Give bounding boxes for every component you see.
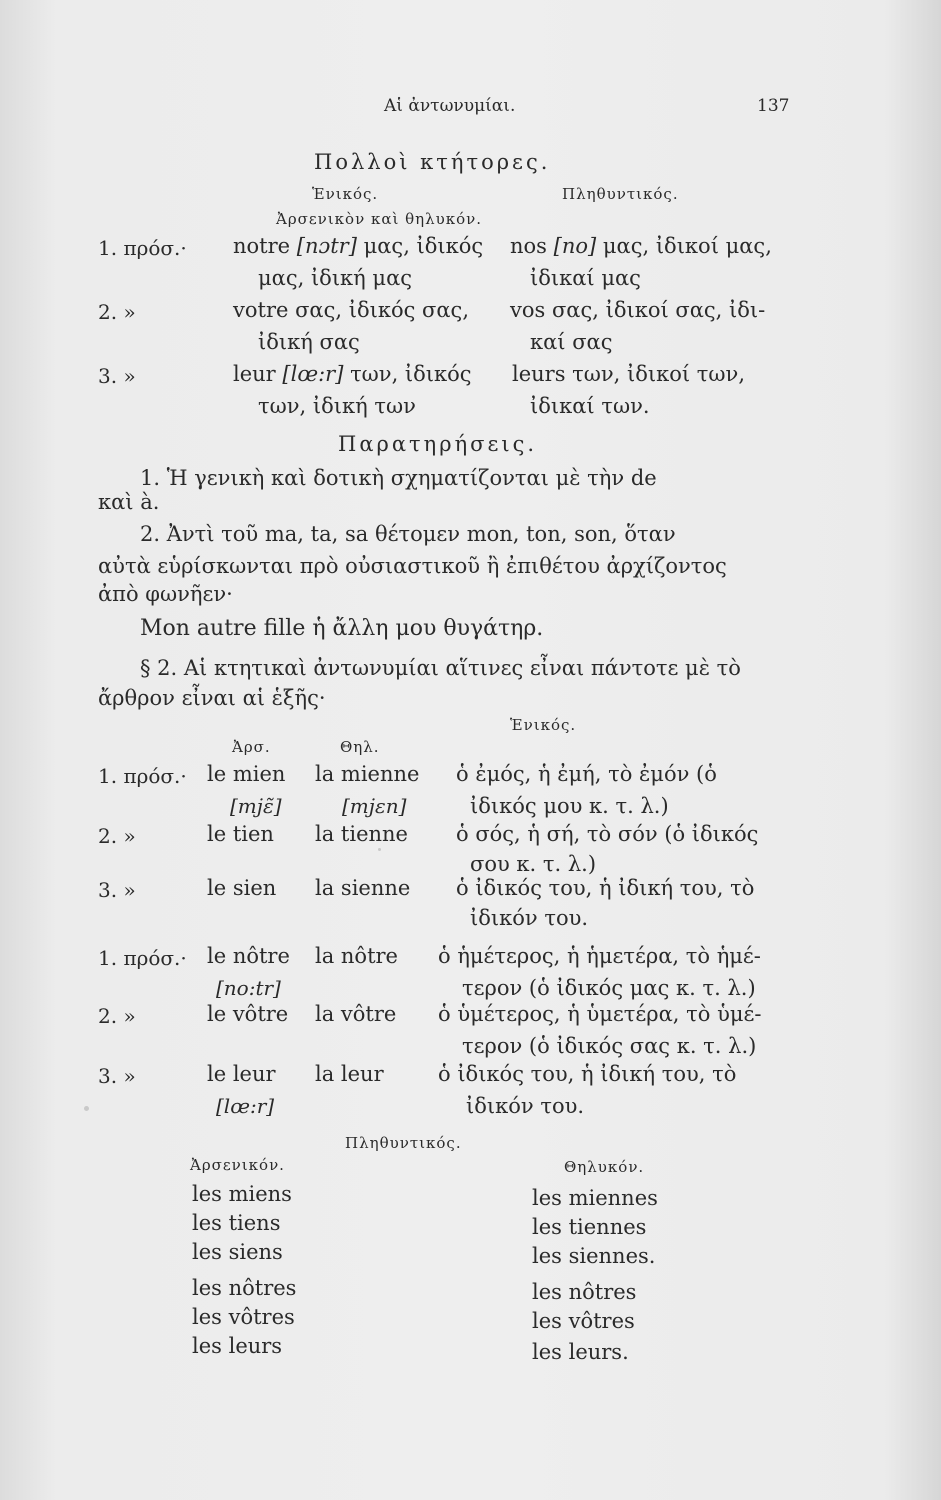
s2-row4-greek: ὁ ἡμέτερος, ἡ ἡμετέρα, τὸ ἡμέ- <box>438 944 761 968</box>
section2-fem-label: Θηλ. <box>340 738 380 756</box>
s2-row1-greek-cont: ἰδικός μου κ. τ. λ.) <box>470 794 669 818</box>
observation-1-line2: καὶ à. <box>98 490 160 514</box>
plural-title: Πληθυντικός. <box>345 1134 462 1152</box>
s1-row1-singular: notre [nɔtr] μας, ἰδικός <box>233 234 484 258</box>
s2-row3-greek: ὁ ἰδικός του, ἡ ἰδική του, τὸ <box>456 876 755 900</box>
s2-row4-fem: la nôtre <box>315 944 398 968</box>
plural-fem-3: les siennes. <box>532 1244 656 1268</box>
s2-row1-fem-pron: [mjɛn] <box>342 794 407 818</box>
plural-masc-5: les vôtres <box>192 1305 295 1329</box>
s2-row2-greek-cont: σου κ. τ. λ.) <box>470 852 597 876</box>
s1-row3-num: 3. » <box>98 364 136 388</box>
page-number: 137 <box>757 96 790 116</box>
section1-gender-note: Ἀρσενικὸν καὶ θηλυκόν. <box>276 210 483 228</box>
s2-row2-masc: le tien <box>207 822 274 846</box>
s2-row6-greek: ὁ ἰδικός του, ἡ ἰδική του, τὸ <box>438 1062 737 1086</box>
s2-row5-greek: ὁ ὑμέτερος, ἡ ὑμετέρα, τὸ ὑμέ- <box>438 1002 762 1026</box>
running-header-title: Αἱ ἀντωνυμίαι. <box>384 96 516 116</box>
s2-row6-masc-pron: [lœ:r] <box>216 1094 275 1118</box>
s2-row6-fem: la leur <box>315 1062 384 1086</box>
plural-fem-4: les nôtres <box>532 1280 637 1304</box>
s1-row3-plural-cont: ἰδικαί των. <box>530 394 650 418</box>
s1-row2-singular-cont: ἰδική σας <box>258 330 360 354</box>
s2-row4-greek-cont: τερον (ὁ ἰδικός μας κ. τ. λ.) <box>462 976 756 1000</box>
observations-title: Παρατηρήσεις. <box>338 432 538 456</box>
section2-line1: § 2. Αἱ κτητικαὶ ἀντωνυμίαι αἵτινες εἶναι πάντοτε μὲ τὸ <box>140 656 741 680</box>
plural-masc-3: les siens <box>192 1240 283 1264</box>
s2-row1-greek: ὁ ἐμός, ἡ ἐμή, τὸ ἐμόν (ὁ <box>456 762 717 786</box>
observation-example: Mon autre fille ἡ ἄλλη μου θυγάτηρ. <box>140 616 544 641</box>
s2-row3-fem: la sienne <box>315 876 411 900</box>
section2-singular-title: Ἑνικός. <box>510 716 577 734</box>
plural-masc-6: les leurs <box>192 1334 283 1358</box>
s1-row3-plural: leurs των, ἰδικοί των, <box>512 362 745 386</box>
s2-row3-masc: le sien <box>207 876 277 900</box>
observation-2-line3: ἀπὸ φωνῆεν· <box>98 582 233 606</box>
s1-row1-plural-cont: ἰδικαί μας <box>530 266 641 290</box>
s2-row6-greek-cont: ἰδικόν του. <box>466 1094 585 1118</box>
plural-fem-5: les vôtres <box>532 1309 635 1333</box>
s2-row5-masc: le vôtre <box>207 1002 289 1026</box>
s1-row2-plural: vos σας, ἰδικοί σας, ἰδι- <box>510 298 766 322</box>
s2-row4-num: 1. πρόσ.· <box>98 946 187 970</box>
s2-row6-num: 3. » <box>98 1064 136 1088</box>
s2-row4-masc-pron: [no:tr] <box>216 976 281 1000</box>
s1-row2-singular: votre σας, ἰδικός σας, <box>233 298 469 322</box>
s2-row5-num: 2. » <box>98 1004 136 1028</box>
plural-fem-1: les miennes <box>532 1186 658 1210</box>
plural-masc-2: les tiens <box>192 1211 281 1235</box>
observation-2-line1: 2. Ἀντὶ τοῦ ma, ta, sa θέτομεν mon, ton, son, ὅταν <box>140 522 676 546</box>
s1-row3-singular: leur [lœ:r] των, ἰδικός <box>233 362 472 386</box>
plural-fem-6: les leurs. <box>532 1340 629 1364</box>
s2-row5-fem: la vôtre <box>315 1002 397 1026</box>
s1-row1-plural: nos [no] μας, ἰδικοί μας, <box>510 234 772 258</box>
s2-row5-greek-cont: τερον (ὁ ἰδικός σας κ. τ. λ.) <box>462 1034 757 1058</box>
section1-col-plural: Πληθυντικός. <box>562 185 679 203</box>
s2-row2-num: 2. » <box>98 824 136 848</box>
s2-row1-masc-pron: [mjɛ̃] <box>230 794 282 818</box>
s2-row4-masc: le nôtre <box>207 944 290 968</box>
s2-row1-masc: le mien <box>207 762 286 786</box>
plural-fem-2: les tiennes <box>532 1215 647 1239</box>
section2-line2: ἄρθρον εἶναι αἱ ἑξῆς· <box>98 686 326 710</box>
section1-title: Πολλοὶ κτήτορες. <box>314 150 551 174</box>
plural-masc-label: Ἀρσενικόν. <box>190 1156 285 1174</box>
s1-row3-singular-cont: των, ἰδική των <box>258 394 416 418</box>
section2-masc-label: Ἀρσ. <box>232 738 271 756</box>
paper-blemish <box>84 1106 89 1111</box>
s2-row2-fem: la tienne <box>315 822 408 846</box>
s2-row6-masc: le leur <box>207 1062 276 1086</box>
s1-row2-plural-cont: καί σας <box>530 330 613 354</box>
paper-blemish <box>378 848 381 851</box>
plural-fem-label: Θηλυκόν. <box>564 1158 645 1176</box>
s2-row3-greek-cont: ἰδικόν του. <box>470 906 589 930</box>
s2-row2-greek: ὁ σός, ἡ σή, τὸ σόν (ὁ ἰδικός <box>456 822 759 846</box>
observation-2-line2: αὐτὰ εὑρίσκωνται πρὸ οὐσιαστικοῦ ἢ ἐπιθέτου ἀρχίζοντος <box>98 554 727 578</box>
s2-row1-fem: la mienne <box>315 762 420 786</box>
section1-col-singular: Ἑνικός. <box>312 185 379 203</box>
s2-row1-num: 1. πρόσ.· <box>98 764 187 788</box>
s2-row3-num: 3. » <box>98 878 136 902</box>
s1-row1-singular-cont: μας, ἰδική μας <box>258 266 413 290</box>
plural-masc-4: les nôtres <box>192 1276 297 1300</box>
plural-masc-1: les miens <box>192 1182 292 1206</box>
observation-1-line1: 1. Ἡ γενικὴ καὶ δοτικὴ σχηματίζονται μὲ τὴν de <box>140 466 657 490</box>
s1-row1-num: 1. πρόσ.· <box>98 236 187 260</box>
s1-row2-num: 2. » <box>98 300 136 324</box>
